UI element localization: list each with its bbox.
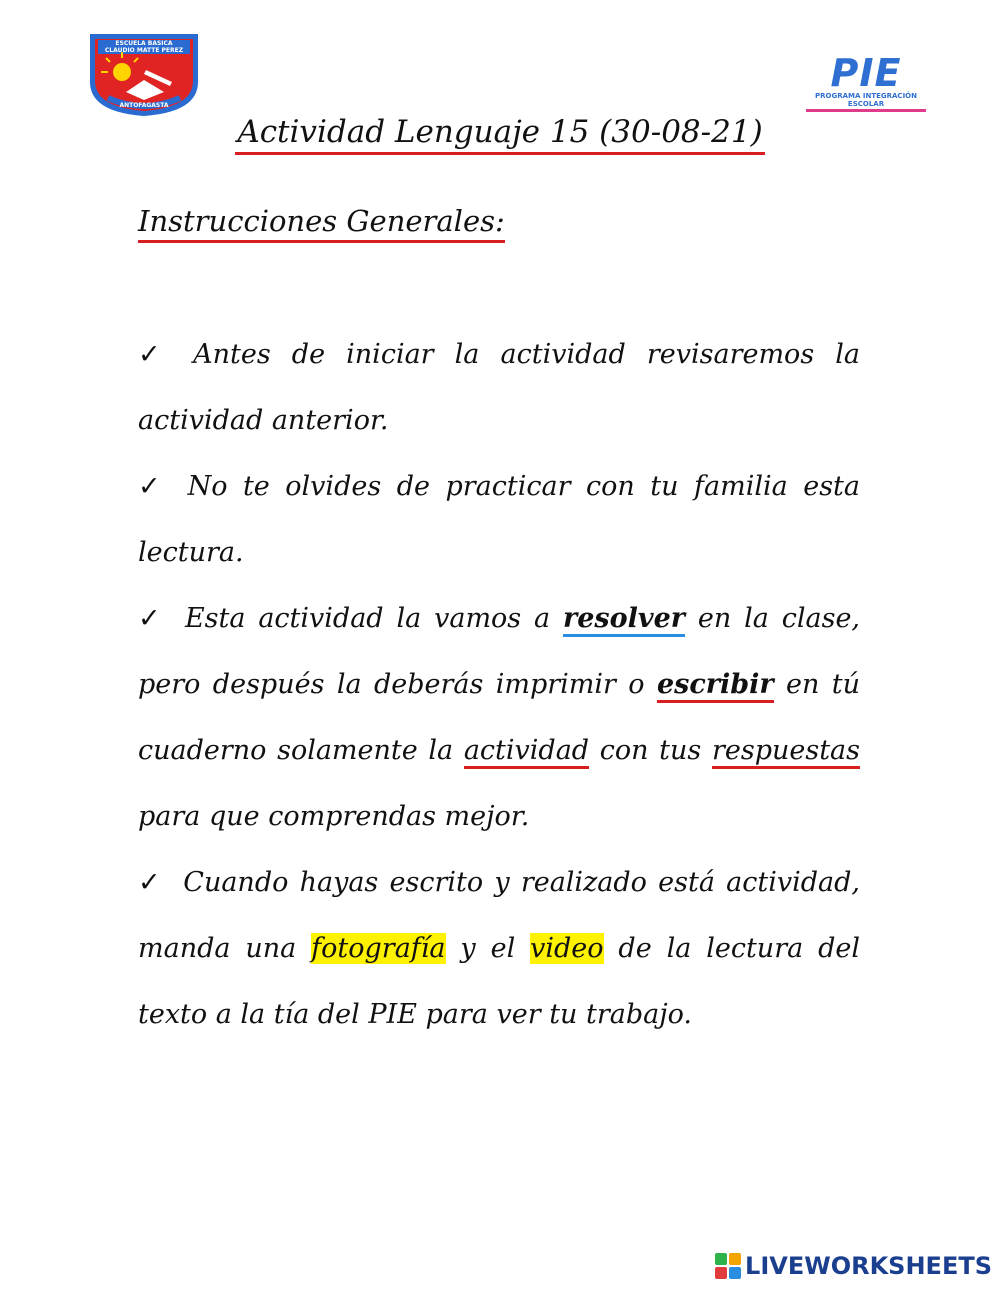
highlight-fotografia: fotografía bbox=[311, 933, 446, 964]
instruction-item bbox=[138, 586, 860, 850]
instruction-text: Esta actividad la vamos a bbox=[184, 603, 564, 634]
page-title-text: Actividad Lenguaje 15 (30-08-21) bbox=[235, 114, 764, 155]
check-icon: ✓ bbox=[138, 603, 165, 634]
pie-logo bbox=[806, 51, 926, 108]
instructions-list bbox=[138, 322, 860, 1048]
school-logo-line-1: ESCUELA BASICA bbox=[115, 40, 173, 47]
instruction-item bbox=[138, 454, 860, 586]
instruction-item bbox=[138, 322, 860, 454]
instruction-text: Cuando hayas escrito y realizado está actividad, manda una bbox=[138, 867, 861, 964]
highlight-video: video bbox=[530, 933, 604, 964]
section-heading bbox=[138, 204, 505, 238]
instruction-text: Antes de iniciar la actividad revisaremos la actividad anterior. bbox=[138, 339, 860, 436]
keyword-actividad: actividad bbox=[464, 735, 589, 769]
keyword-escribir: escribir bbox=[657, 669, 774, 703]
instruction-text: en la clase, pero después la deberás imprimir o bbox=[138, 603, 861, 700]
liveworksheets-text: LIVEWORKSHEETS bbox=[745, 1252, 992, 1280]
check-icon: ✓ bbox=[138, 867, 164, 898]
keyword-respuestas: respuestas bbox=[712, 735, 860, 769]
section-heading-text: Instrucciones Generales: bbox=[138, 204, 505, 243]
page-title bbox=[0, 114, 1000, 150]
pie-logo-word: PIE bbox=[830, 51, 902, 95]
keyword-resolver: resolver bbox=[563, 603, 685, 637]
instruction-text: No te olvides de practicar con tu familia esta lectura. bbox=[138, 471, 860, 568]
liveworksheets-icon bbox=[715, 1253, 741, 1279]
instruction-text: con tus bbox=[589, 735, 712, 766]
pie-logo-subtitle: PROGRAMA INTEGRACIÓN ESCOLAR bbox=[806, 92, 926, 112]
liveworksheets-brand[interactable] bbox=[715, 1252, 992, 1280]
instruction-text: en tú cuaderno solamente la bbox=[138, 669, 861, 766]
school-logo-line-2: CLAUDIO MATTE PEREZ bbox=[104, 47, 184, 54]
check-icon: ✓ bbox=[138, 339, 174, 370]
check-icon: ✓ bbox=[138, 471, 168, 502]
instruction-item bbox=[138, 850, 860, 1048]
school-logo-line-3: ANTOFAGASTA bbox=[119, 102, 169, 109]
instruction-text: de la lectura del texto a la tía del PIE para ver tu trabajo. bbox=[138, 933, 860, 1030]
instruction-text: y el bbox=[445, 933, 531, 964]
instruction-text: para que comprendas mejor. bbox=[138, 801, 530, 832]
school-logo bbox=[86, 30, 202, 118]
